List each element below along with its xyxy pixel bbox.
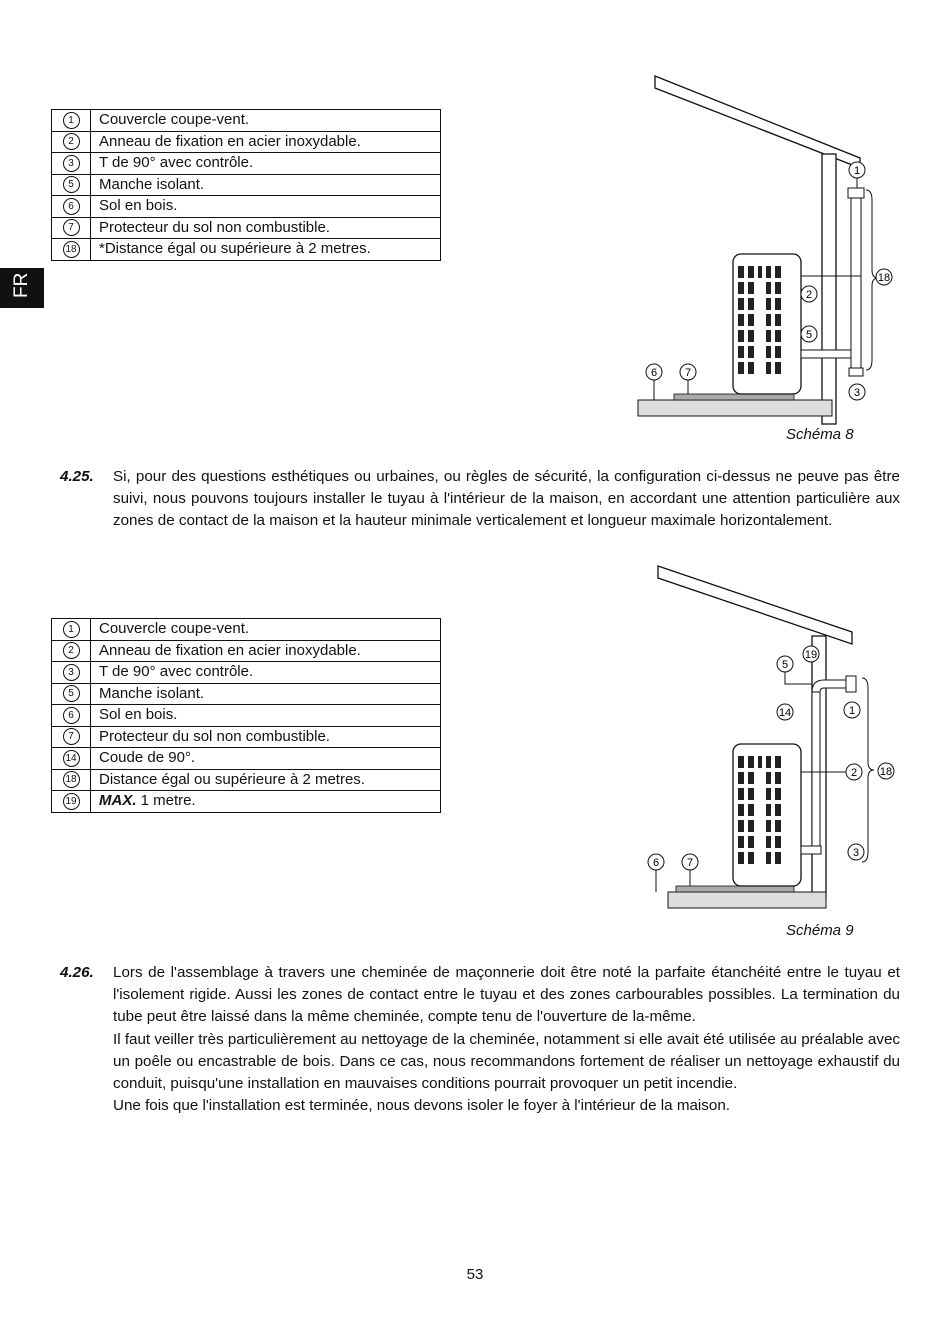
table-row xyxy=(52,705,441,727)
language-tab-label: FR xyxy=(11,272,32,298)
number-circle: 2 xyxy=(63,133,80,150)
figure-label: 6 xyxy=(650,367,658,379)
number-circle: 5 xyxy=(63,176,80,193)
figure-label: 19 xyxy=(804,649,818,661)
legend-text: Manche isolant. xyxy=(91,683,441,705)
legend-text: T de 90° avec contrôle. xyxy=(91,153,441,175)
legend-text: Protecteur du sol non combustible. xyxy=(91,726,441,748)
figure-label: 14 xyxy=(778,707,792,719)
legend-text: *Distance égal ou supérieure à 2 metres. xyxy=(91,239,441,261)
legend-text: Manche isolant. xyxy=(91,174,441,196)
table-row xyxy=(52,110,441,132)
section-number: 4.26. xyxy=(60,964,94,981)
number-circle: 1 xyxy=(63,621,80,638)
section-number: 4.25. xyxy=(60,468,94,485)
table-row xyxy=(52,619,441,641)
number-circle: 3 xyxy=(63,664,80,681)
figure-label: 7 xyxy=(684,367,692,379)
figure-label: 3 xyxy=(853,387,861,399)
legend-text: Anneau de fixation en acier inoxydable. xyxy=(91,131,441,153)
figure-label: 7 xyxy=(686,857,694,869)
page-number: 53 xyxy=(466,1266,484,1283)
paragraph: Il faut veiller très particulièrement au nettoyage de la cheminée, notamment si elle avait été utilisée au préalable avec un poêle ou encastrable de bois. Dans ce cas, nous recommandons fortement de réaliser un nettoyage exhaustif du conduit, puisqu'une installation en mauvaises conditions pourrait provoquer un petit incendie. xyxy=(113,1030,900,1093)
paragraph: Une fois que l'installation est terminée, nous devons isoler le foyer à l'intérieur de la maison. xyxy=(113,1097,730,1115)
figure-label: 2 xyxy=(805,289,813,301)
figure-label: 1 xyxy=(853,165,861,177)
schema-8-diagram xyxy=(630,70,900,420)
legend-table-1 xyxy=(51,109,441,261)
table-row xyxy=(52,683,441,705)
table-row xyxy=(52,196,441,218)
schema-9-diagram xyxy=(640,562,910,917)
table-row xyxy=(52,131,441,153)
figure-label: 5 xyxy=(805,329,813,341)
table-row xyxy=(52,174,441,196)
legend-text: Couvercle coupe-vent. xyxy=(91,110,441,132)
legend-text: Protecteur du sol non combustible. xyxy=(91,217,441,239)
number-circle: 6 xyxy=(63,707,80,724)
figure-label: 18 xyxy=(879,766,893,778)
number-circle: 6 xyxy=(63,198,80,215)
figure-label: 2 xyxy=(850,767,858,779)
table-row xyxy=(52,791,441,813)
figure-label: 6 xyxy=(652,857,660,869)
figure-label: 1 xyxy=(848,705,856,717)
legend-text: Distance égal ou supérieure à 2 metres. xyxy=(91,769,441,791)
schema-8-caption: Schéma 8 xyxy=(786,426,854,443)
table-row xyxy=(52,726,441,748)
number-circle: 2 xyxy=(63,642,80,659)
number-circle: 7 xyxy=(63,728,80,745)
legend-text: Coude de 90°. xyxy=(91,748,441,770)
table-row xyxy=(52,748,441,770)
table-row xyxy=(52,769,441,791)
figure-label: 18 xyxy=(877,272,891,284)
section-4-26 xyxy=(60,962,900,1117)
section-4-25 xyxy=(60,466,900,533)
number-circle: 14 xyxy=(63,750,80,767)
legend-text: Sol en bois. xyxy=(91,705,441,727)
number-circle: 5 xyxy=(63,685,80,702)
table-row xyxy=(52,217,441,239)
table-row xyxy=(52,153,441,175)
schema-9-caption: Schéma 9 xyxy=(786,922,854,939)
number-circle: 1 xyxy=(63,112,80,129)
number-circle: 7 xyxy=(63,219,80,236)
legend-text: Sol en bois. xyxy=(91,196,441,218)
language-tab xyxy=(0,268,44,308)
figure-label: 5 xyxy=(781,659,789,671)
paragraph: Si, pour des questions esthétiques ou urbaines, ou règles de sécurité, la configuration ci-dessus ne peuve pas être suivi, nous pouvons toujours installer le tuyau à l'intérieur de la maison, en accordant une attention particulière aux zones de contact de la maison et la hauteur minimale verticalement et longueur maximale horizontalement. xyxy=(113,468,900,530)
number-circle: 18 xyxy=(63,241,80,258)
legend-text: Couvercle coupe-vent. xyxy=(91,619,441,641)
legend-text: T de 90° avec contrôle. xyxy=(91,662,441,684)
table-row xyxy=(52,239,441,261)
number-circle: 18 xyxy=(63,771,80,788)
table-row xyxy=(52,640,441,662)
figure-label: 3 xyxy=(852,847,860,859)
number-circle: 19 xyxy=(63,793,80,810)
legend-table-2 xyxy=(51,618,441,813)
max-label: MAX. xyxy=(99,792,137,810)
number-circle: 3 xyxy=(63,155,80,172)
paragraph: Lors de l'assemblage à travers une cheminée de maçonnerie doit être noté la parfaite étanchéité entre le tuyau et l'isolement rigide. Aussi les zones de contact entre le tuyau et des zones carbourables possibles. La termination du tube peut être laissé dans la même cheminée, compte tenu de l'ouverture de la-même. xyxy=(113,964,900,1026)
legend-text xyxy=(91,791,441,813)
max-value: 1 metre. xyxy=(136,792,196,810)
legend-text: Anneau de fixation en acier inoxydable. xyxy=(91,640,441,662)
table-row xyxy=(52,662,441,684)
